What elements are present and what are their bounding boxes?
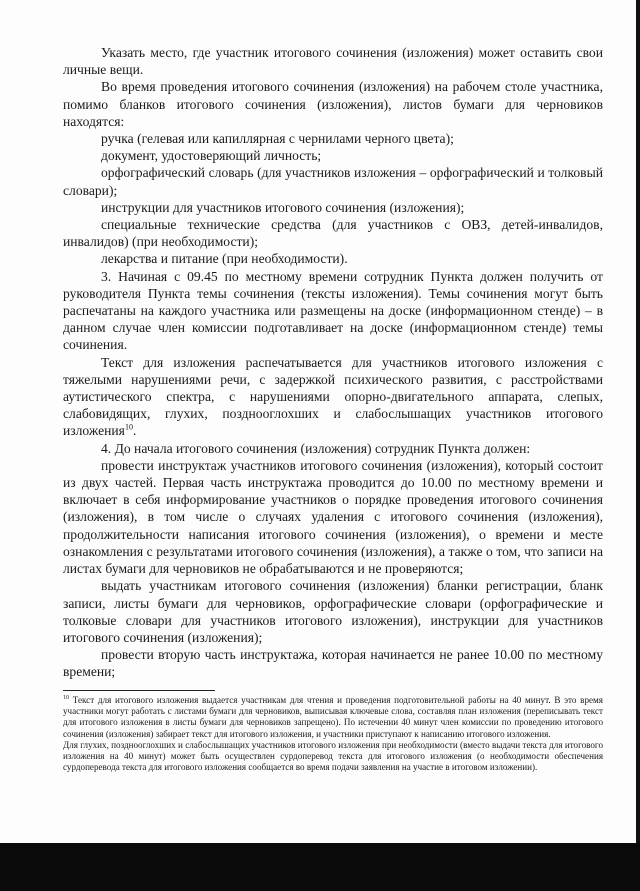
- list-item: специальные технические средства (для участников с ОВЗ, детей-инвалидов, инвалидов) (при необходимости);: [63, 217, 603, 250]
- list-item: выдать участникам итогового сочинения (изложения) бланки регистрации, бланк записи, листы бумаги для черновиков, орфографические словари (орфографические и толковые словари для участников итогового изложения), инструкции для участников итогового сочинения (изложения);: [63, 578, 603, 645]
- paragraph: Во время проведения итогового сочинения (изложения) на рабочем столе участника, помимо бланков итогового сочинения (изложения), листов бумаги для черновиков находятся:: [63, 79, 603, 129]
- footnote-number: 10: [63, 694, 69, 701]
- list-item: документ, удостоверяющий личность;: [101, 148, 322, 164]
- scan-border: [0, 843, 640, 891]
- footnote-reference: 10: [124, 422, 133, 432]
- scan-edge: [636, 0, 640, 843]
- footnote-text: Текст для итогового изложения выдается участникам для чтения и проведения подготовительной работы на 40 минут. В это время участники могут работать с листами бумаги для черновиков, выписывая ключевые слова, составляя план изложения (переписывать текст для итогового изложения в листы бумаги для черновиков запрещено). По истечении 40 минут член комиссии по проведению итогового сочинения (изложения) забирает текст для итогового изложения, и участники приступают к написанию итогового изложения.: [63, 695, 603, 739]
- paragraph: 3. Начиная с 09.45 по местному времени сотрудник Пункта должен получить от руководителя Пункта темы сочинения (тексты изложения). Темы сочинения могут быть распечатаны на каждого участника или размещены на доске (информационном стенде) – в данном случае член комиссии подготавливает на доске (информационном стенде) темы сочинения.: [63, 268, 603, 353]
- footnote-continuation: Для глухих, позднооглохших и слабослышащих участников итогового изложения при необходимости (вместо выдачи текста для итогового изложения на 40 минут) может быть осуществлен сурдоперевод текста для итогового изложения (о необходимости обеспечения сурдоперевода текста для итогового изложения сообщается во время подачи заявления на участие в итоговом изложении).: [63, 739, 603, 773]
- list-item: инструкции для участников итогового сочинения (изложения);: [101, 199, 465, 215]
- list-item: лекарства и питание (при необходимости).: [101, 251, 348, 267]
- paragraph-text: Текст для изложения распечатывается для участников итогового изложения с тяжелыми нарушениями речи, с задержкой психического развития, с расстройствами аутистического спектра, с нарушениями опорно-двигательного аппарата, слепых, слабовидящих, глухих, позднооглохших и слабослышащих участников итогового изложения: [63, 354, 603, 439]
- footnote: [63, 695, 603, 740]
- list-item: провести вторую часть инструктажа, которая начинается не ранее 10.00 по местному времени;: [63, 647, 603, 680]
- paragraph: 4. До начала итогового сочинения (изложения) сотрудник Пункта должен:: [101, 440, 531, 456]
- paragraph: Текст для изложения распечатывается для участников итогового изложения с тяжелыми нарушениями речи, с задержкой психического развития, с расстройствами аутистического спектра, с нарушениями опорно-двигательного аппарата, слепых, слабовидящих, глухих, позднооглохших и слабослышащих участников итогового изложения$^{10}$.: [63, 354, 603, 439]
- paragraph: Указать место, где участник итогового сочинения (изложения) может оставить свои личные вещи.: [63, 45, 603, 78]
- list-item: провести инструктаж участников итогового сочинения (изложения), который состоит из двух частей. Первая часть инструктажа проводится до 10.00 по местному времени и включает в себя информирование участников о порядке проведения итогового сочинения (изложения), в том числе о случаях удаления с итогового сочинения (изложения), продолжительности написания итогового сочинения (изложения), о времени и месте ознакомления с результатами итогового сочинения (изложения), а также о том, что записи на листах бумаги для черновиков не обрабатываются и не проверяются;: [63, 457, 603, 577]
- document-body: [63, 44, 603, 681]
- list-item: ручка (гелевая или капиллярная с чернилами черного цвета);: [101, 131, 454, 147]
- list-item: орфографический словарь (для участников изложения – орфографический и толковый словари);: [63, 165, 603, 198]
- footnote-divider: [63, 690, 215, 691]
- footnotes: [63, 695, 603, 773]
